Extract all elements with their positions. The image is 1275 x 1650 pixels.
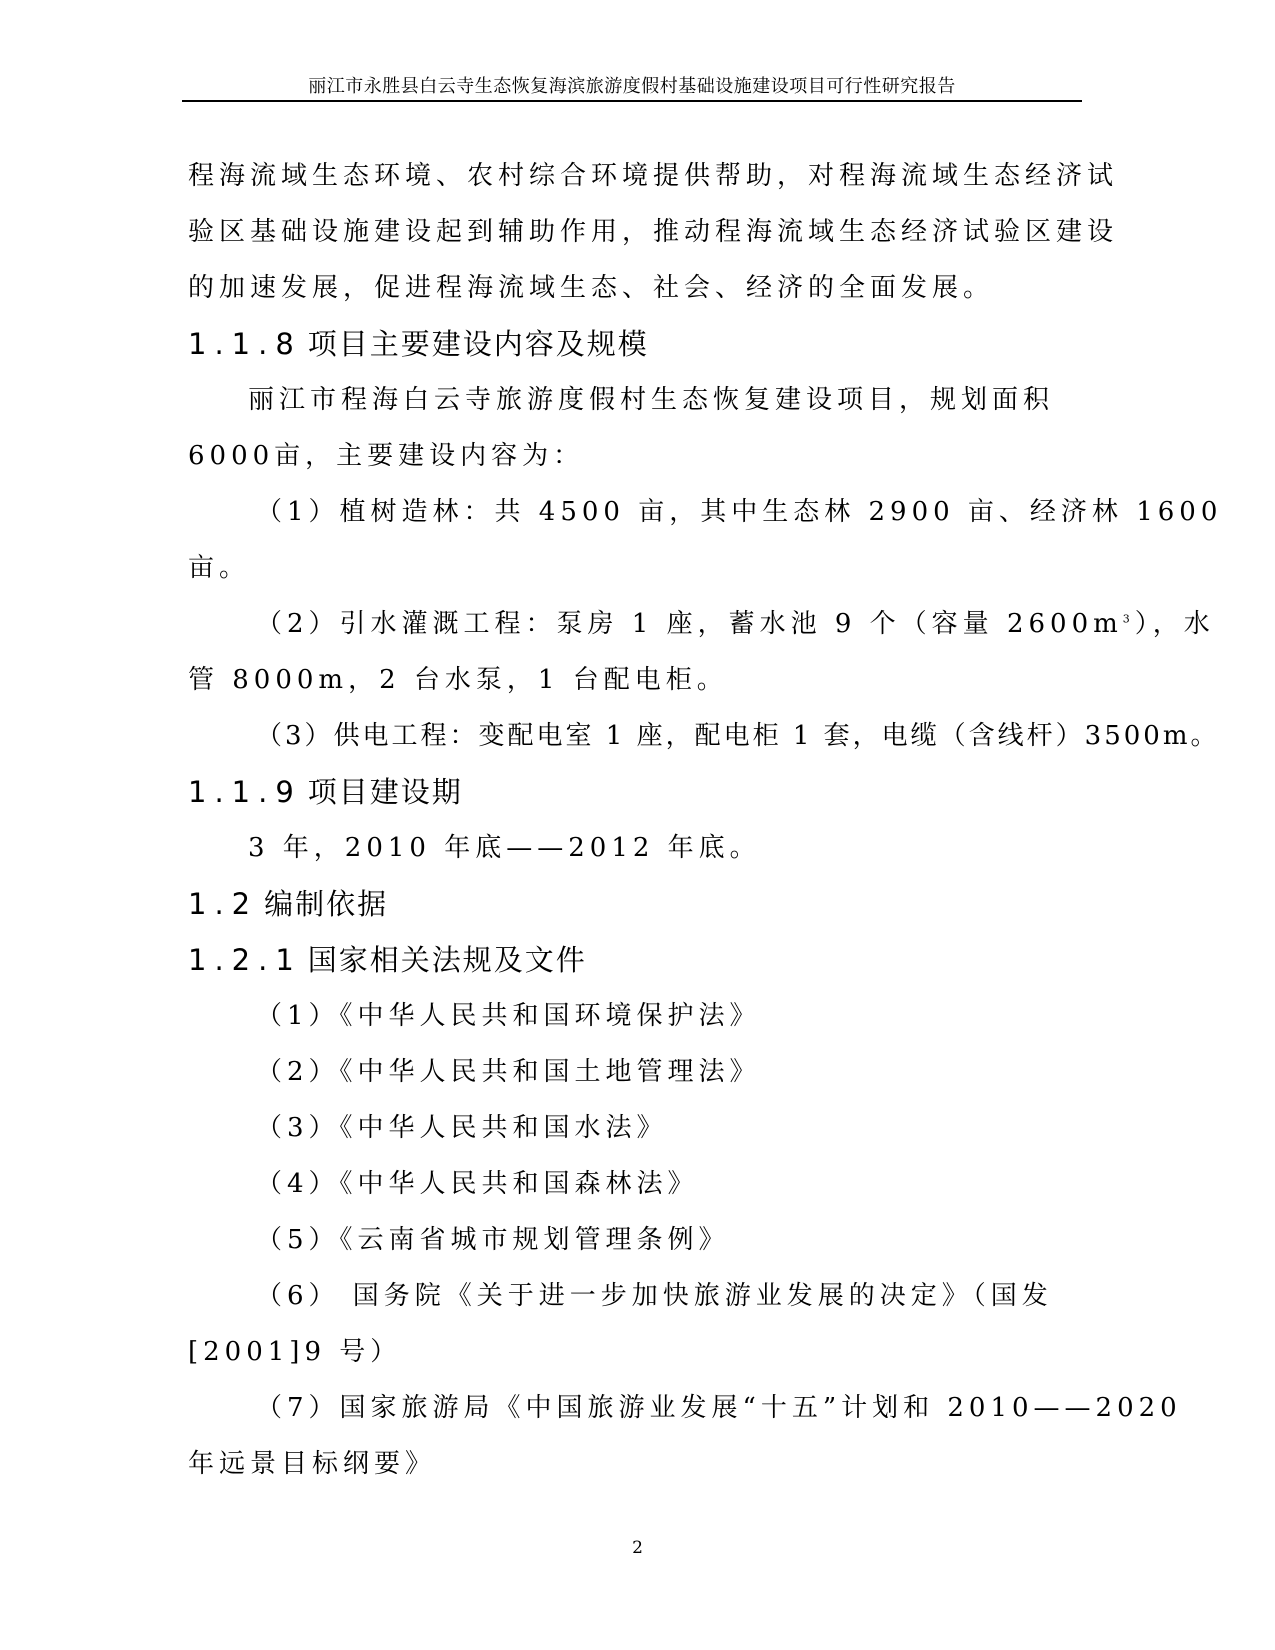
section-number: 1.2: [188, 887, 259, 921]
paragraph-line: 的加速发展，促进程海流域生态、社会、经济的全面发展。: [188, 273, 995, 303]
header-divider: [182, 100, 1082, 102]
section-title: 编制依据: [264, 887, 389, 921]
section-heading-1-2-1: [188, 932, 1080, 988]
list-item: （7）国家旅游局《中国旅游业发展“十五”计划和 2010——2020: [256, 1393, 1182, 1423]
page-header: 丽江市永胜县白云寺生态恢复海滨旅游度假村基础设施建设项目可行性研究报告: [308, 76, 956, 97]
superscript: 3: [1122, 612, 1135, 626]
paragraph-line: 丽江市程海白云寺旅游度假村生态恢复建设项目，规划面积: [248, 385, 1055, 415]
list-item: （4）《中华人民共和国森林法》: [256, 1169, 699, 1199]
document-body: [188, 148, 1223, 1492]
page-number: 2: [632, 1538, 643, 1558]
list-item-text: ），水: [1134, 609, 1215, 639]
list-item: （3）《中华人民共和国水法》: [256, 1113, 668, 1143]
list-item: （1）植树造林：共 4500 亩，其中生态林 2900 亩、经济林 1600: [256, 497, 1223, 527]
list-item: （6） 国务院《关于进一步加快旅游业发展的决定》（国发: [256, 1281, 1053, 1311]
list-item: （3）供电工程：变配电室 1 座，配电柜 1 套，电缆（含线杆）3500m。: [256, 721, 1220, 751]
list-item-continuation: 管 8000m，2 台水泵，1 台配电柜。: [188, 665, 728, 695]
list-item-continuation: [2001]9 号）: [188, 1337, 402, 1367]
list-item: [188, 596, 1215, 652]
section-title: 项目建设期: [307, 775, 463, 809]
list-item-text: （2）引水灌溉工程：泵房 1 座，蓄水池 9 个（容量 2600m: [256, 609, 1123, 639]
section-heading-1-2: [188, 876, 1080, 932]
paragraph-line: 验区基础设施建设起到辅助作用，推动程海流域生态经济试验区建设: [188, 217, 1119, 247]
paragraph-line: 程海流域生态环境、农村综合环境提供帮助，对程海流域生态经济试: [188, 161, 1119, 191]
list-item: （1）《中华人民共和国环境保护法》: [256, 1001, 761, 1031]
section-title: 国家相关法规及文件: [307, 943, 587, 977]
list-item-continuation: 年远景目标纲要》: [188, 1449, 437, 1479]
section-number: 1.2.1: [188, 943, 302, 977]
paragraph-line: 6000亩，主要建设内容为：: [188, 441, 585, 471]
section-heading-1-1-9: [188, 764, 1080, 820]
section-number: 1.1.8: [188, 327, 302, 361]
list-item: （5）《云南省城市规划管理条例》: [256, 1225, 730, 1255]
section-heading-1-1-8: [188, 316, 1080, 372]
section-title: 项目主要建设内容及规模: [307, 327, 649, 361]
list-item: （2）《中华人民共和国土地管理法》: [256, 1057, 761, 1087]
paragraph-line: 3 年，2010 年底——2012 年底。: [248, 833, 761, 863]
section-number: 1.1.9: [188, 775, 302, 809]
list-item-continuation: 亩。: [188, 553, 251, 583]
